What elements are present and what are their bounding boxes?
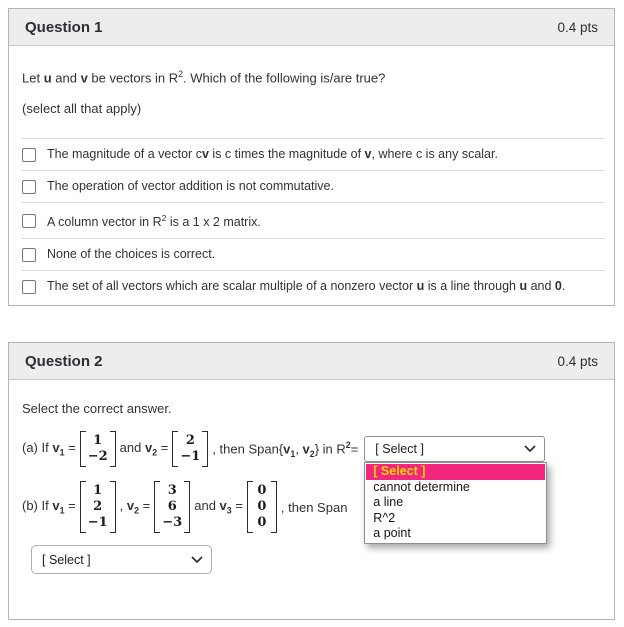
part-b-mid1: , $v_2$ = [119,498,151,516]
part-b-tail: , then Span [280,499,348,515]
question2-prompt: Select the correct answer. [22,401,172,416]
matrix-cell: 2 [185,433,195,448]
dropdown-item-cannot-determine[interactable]: cannot determine [373,479,470,494]
option-checkbox[interactable] [22,280,36,294]
option-label: The set of all vectors which are scalar multiple of a nonzero vector u is a line through u and 0. [47,279,566,294]
option-row [22,138,605,170]
question2-panel [8,342,615,620]
part-a-select[interactable] [364,436,545,462]
part-b-label: (b) If $v_1$ = [22,498,76,516]
matrix-cell: 1 [93,483,103,498]
matrix-a-v2 [172,431,208,467]
option-label: A column vector in $R^2$ is a 1 x 2 matrix. [47,213,261,230]
option-row [22,238,605,270]
matrix-cell: 1 [93,433,103,448]
matrix-cell: 6 [167,499,177,514]
question1-points: 0.4 pts [557,19,598,35]
part-b-mid2: and $v_3$ = [194,498,243,516]
question1-header [9,9,614,46]
option-label: The magnitude of a vector cv is c times the magnitude of v, where c is any scalar. [47,147,498,162]
matrix-cell: −1 [87,515,108,530]
dropdown-item-a-point[interactable]: a point [373,526,411,540]
matrix-a-v1 [80,431,116,467]
option-row [22,202,605,238]
matrix-cell: −3 [162,515,183,530]
dropdown-item-r2[interactable]: R^2 [373,510,396,525]
option-checkbox[interactable] [22,148,36,162]
question1-subprompt: (select all that apply) [22,101,142,117]
part-b-select-value: [ Select ] [42,552,91,567]
part-a-tail: , then $Span\{v_1$, $v_2$} in $R^2=$ [212,439,359,459]
matrix-cell: 0 [257,499,267,514]
dropdown-item-select[interactable]: [ Select ] [366,464,545,480]
matrix-cell: −2 [87,449,108,464]
option-row [22,270,605,302]
question1-options [22,138,605,302]
matrix-cell: −1 [180,449,201,464]
matrix-b-v3 [247,481,277,533]
question1-panel [8,8,615,306]
part-a-select-value: [ Select ] [375,442,424,456]
question2-body [9,400,614,574]
part-a-select-wrap [364,436,545,540]
part-b-select[interactable] [31,545,212,574]
part-a-dropdown-menu [364,462,547,544]
question2-title: Question 2 [25,352,103,370]
question1-body [9,66,614,302]
option-label: The operation of vector addition is not commutative. [47,179,334,194]
part-a-mid: and $v_2$ = [119,440,169,458]
question1-prompt: Let u and v be vectors in $R^2$. Which of the following is/are true? [22,69,386,86]
dropdown-item-a-line[interactable]: a line [373,495,404,509]
question2-header [9,343,614,380]
part-a-label: (a) If $v_1$ = [22,440,76,458]
option-label: None of the choices is correct. [47,247,216,262]
question2-points: 0.4 pts [557,353,598,369]
option-checkbox[interactable] [22,180,36,194]
matrix-cell: 3 [167,483,177,498]
chevron-down-icon [191,556,203,564]
option-checkbox[interactable] [22,214,36,228]
part-b-select-wrap [31,545,212,574]
matrix-b-v2 [154,481,190,533]
matrix-cell: 2 [93,499,103,514]
chevron-down-icon [524,445,536,453]
option-checkbox[interactable] [22,248,36,262]
question1-title: Question 1 [25,18,103,36]
matrix-cell: 0 [257,515,267,530]
matrix-cell: 0 [257,483,267,498]
option-row [22,170,605,202]
matrix-b-v1 [80,481,116,533]
